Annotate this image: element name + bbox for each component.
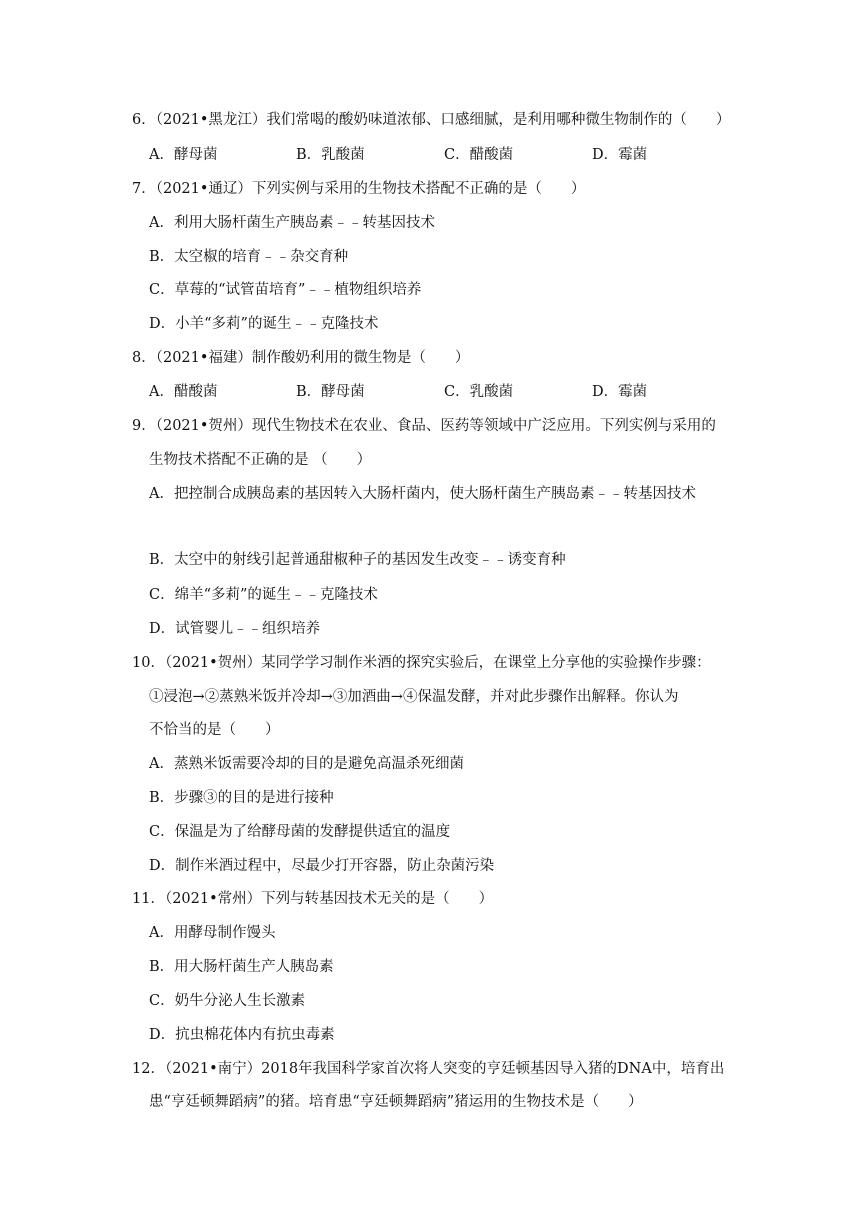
- question-7-option-d: D．小羊“多莉”的诞生﹣﹣克隆技术: [149, 316, 379, 332]
- question-8-option-d: D．霉菌: [592, 384, 648, 400]
- question-6-option-d: D．霉菌: [592, 147, 648, 163]
- question-7-stem: 7．（2021•通辽）下列实例与采用的生物技术搭配不正确的是（ ）: [132, 181, 586, 197]
- question-8-option-a: A．醋酸菌: [149, 384, 218, 400]
- question-10-stem-line-1: 10．（2021•贺州）某同学学习制作米酒的探究实验后，在课堂上分享他的实验操作步骤：: [132, 655, 711, 671]
- question-8-option-b: B．酵母菌: [296, 384, 365, 400]
- question-9-option-a: A．把控制合成胰岛素的基因转入大肠杆菌内，使大肠杆菌生产胰岛素﹣﹣转基因技术: [149, 486, 696, 502]
- question-8-option-c: C．乳酸菌: [444, 384, 514, 400]
- question-9-stem-line-2: 生物技术搭配不正确的是 （ ）: [149, 452, 372, 468]
- question-11-option-a: A．用酵母制作馒头: [149, 925, 276, 941]
- question-10-option-a: A．蒸熟米饭需要冷却的目的是避免高温杀死细菌: [149, 756, 464, 772]
- question-10-stem-line-3: 不恰当的是（ ）: [149, 722, 280, 738]
- question-6-option-b: B．乳酸菌: [296, 147, 365, 163]
- question-7-option-c: C．草莓的“试管苗培育”﹣﹣植物组织培养: [149, 282, 422, 298]
- question-12-stem-line-2: 患“亨廷顿舞蹈病”的猪。培育患“亨廷顿舞蹈病”猪运用的生物技术是（ ）: [149, 1094, 643, 1110]
- question-11-option-c: C．奶牛分泌人生长激素: [149, 993, 306, 1009]
- question-10-option-b: B．步骤③的目的是进行接种: [149, 790, 334, 806]
- question-9-stem-line-1: 9．（2021•贺州）现代生物技术在农业、食品、医药等领域中广泛应用。下列实例与采用的: [132, 418, 716, 434]
- question-11-stem: 11．（2021•常州）下列与转基因技术无关的是（ ）: [132, 891, 494, 907]
- question-6-option-a: A．酵母菌: [149, 147, 218, 163]
- question-10-option-c: C．保温是为了给酵母菌的发酵提供适宜的温度: [149, 824, 451, 840]
- question-11-option-d: D．抗虫棉花体内有抗虫毒素: [149, 1027, 335, 1043]
- question-6-stem: 6．（2021•黑龙江）我们常喝的酸奶味道浓郁、口感细腻，是利用哪种微生物制作的（ ）: [132, 112, 731, 128]
- question-6-option-c: C．醋酸菌: [444, 147, 514, 163]
- question-9-option-d: D．试管婴儿﹣﹣组织培养: [149, 621, 321, 637]
- question-7-option-a: A．利用大肠杆菌生产胰岛素﹣﹣转基因技术: [149, 215, 435, 231]
- question-11-option-b: B．用大肠杆菌生产人胰岛素: [149, 959, 334, 975]
- question-8-stem: 8．（2021•福建）制作酸奶利用的微生物是（ ）: [132, 350, 470, 366]
- question-10-option-d: D．制作米酒过程中，尽最少打开容器，防止杂菌污染: [149, 858, 495, 874]
- question-10-stem-line-2: ①浸泡→②蒸熟米饭并冷却→③加酒曲→④保温发酵，并对此步骤作出解释。你认为: [149, 689, 679, 705]
- question-7-option-b: B．太空椒的培育﹣﹣杂交育种: [149, 249, 349, 265]
- question-12-stem-line-1: 12．（2021•南宁）2018年我国科学家首次将人突变的亨廷顿基因导入猪的DNA中，培育出: [132, 1061, 725, 1077]
- question-9-option-c: C．绵羊“多莉”的诞生﹣﹣克隆技术: [149, 587, 378, 603]
- question-9-option-b: B．太空中的射线引起普通甜椒种子的基因发生改变﹣﹣诱变育种: [149, 552, 566, 568]
